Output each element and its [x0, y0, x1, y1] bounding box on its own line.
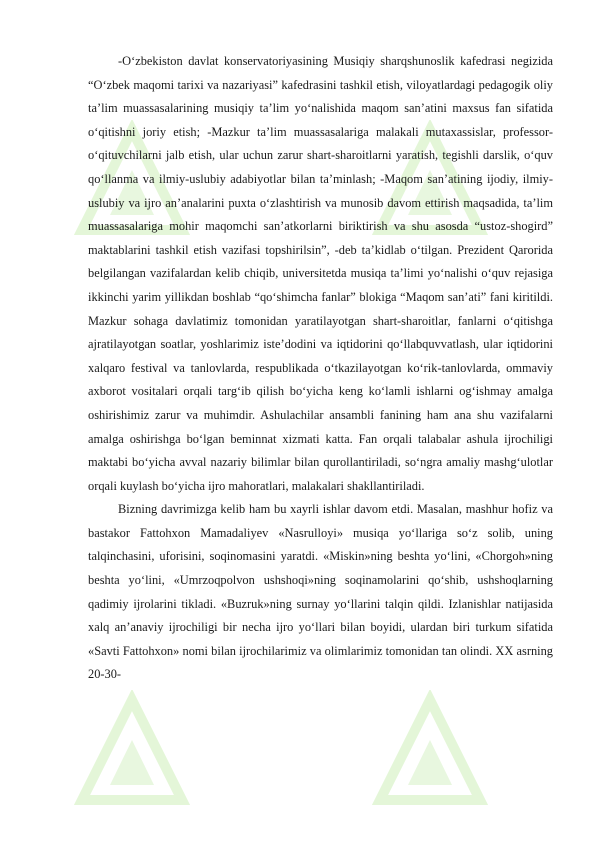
paragraph-2: Bizning davrimizga kelib ham bu xayrli ishlar davom etdi. Masalan, mashhur hofiz va bastakor Fattohxon Mamadaliyev «Nasrulloyi» musiqa yo‘llariga so‘z solib, uning talqinchasini, uforisini, soqinomasini yaratdi. «Miskin»ning beshta yo‘lini, «Chorgoh»ning beshta yo‘lini, «Umrzoqpolvon ushshoqi»ning soqinamolarini qo‘shib, ushshoqlarning qadimiy ijrolarini tikladi. «Buzruk»ning surnay yo‘llarini talqin qildi. Izlanishlar natijasida xalq an’anaviy ijrochiligi bir necha ijro yo‘llari bilan boyidi, ulardan biri turkum sifatida «Savti Fattohxon» nomi bilan ijrochilarimiz va olimlarimiz tomonidan tan olindi. XX asrning 20-30-	[88, 502, 553, 682]
document-body	[88, 50, 553, 687]
green-triangle-logo-watermark-icon	[370, 690, 490, 810]
paragraph-1: -O‘zbekiston davlat konservatoriyasining Musiqiy sharqshunoslik kafedrasi negizida “O‘zbek maqomi tarixi va nazariyasi” kafedrasini tashkil etish, viloyatlardagi pedagogik oliy ta’lim muassasalarining musiqiy ta’lim yo‘nalishida maqom san’atini maxsus fan sifatida o‘qitishni joriy etish; -Mazkur ta’lim muassasalariga malakali mutaxassislar, professor-o‘qituvchilarni jalb etish, ular uchun zarur shart-sharoitlarni yaratish, tegishli darslik, o‘quv qo‘llanma va ilmiy-uslubiy adabiyotlar bilan ta’minlash; -Maqom san’atining ijodiy, ilmiy-uslubiy va ijro an’analarini puxta o‘zlashtirish va munosib davom ettirish maqsadida, ta’lim muassasalariga mohir maqomchi san’atkorlarni biriktirish va shu asosda “ustoz-shogird” maktablarini tashkil etish vazifasi topshirilsin”, -deb ta’kidlab o‘tilgan. Prezident Qarorida belgilangan vazifalardan kelib chiqib, universitetda musiqa ta’limi yo‘nalishi o‘quv rejasiga ikkinchi yarim yillikdan boshlab “qo‘shimcha fanlar” blokiga “Maqom san’ati” fani kiritildi. Mazkur sohaga davlatimiz tomonidan yaratilayotgan shart-sharoitlar, fanlarni o‘qitishga ajratilayotgan soatlar, yoshlarimiz iste’dodini va iqtidorini qo‘llabquvvatlash, ular iqtidorini xalqaro festival va tanlovlarda, respublikada o‘tkazilayotgan ko‘rik-tanlovlarda, ommaviy axborot vositalari orqali targ‘ib qilish bo‘yicha keng ko‘lamli ishlarni og‘ishmay amalga oshirishimiz zarur va muhimdir. Ashulachilar ansambli fanining ham ana shu vazifalarni amalga oshirishga bo‘lgan beminnat xizmati katta. Fan orqali talabalar ashula ijrochiligi maktabi bo‘yicha avval nazariy bilimlar bilan qurollantiriladi, so‘ngra amaliy mashg‘ulotlar orqali kuylash bo‘yicha ijro mahoratlari, malakalari shakllantiriladi.	[88, 54, 553, 493]
green-triangle-logo-watermark-icon	[72, 690, 192, 810]
